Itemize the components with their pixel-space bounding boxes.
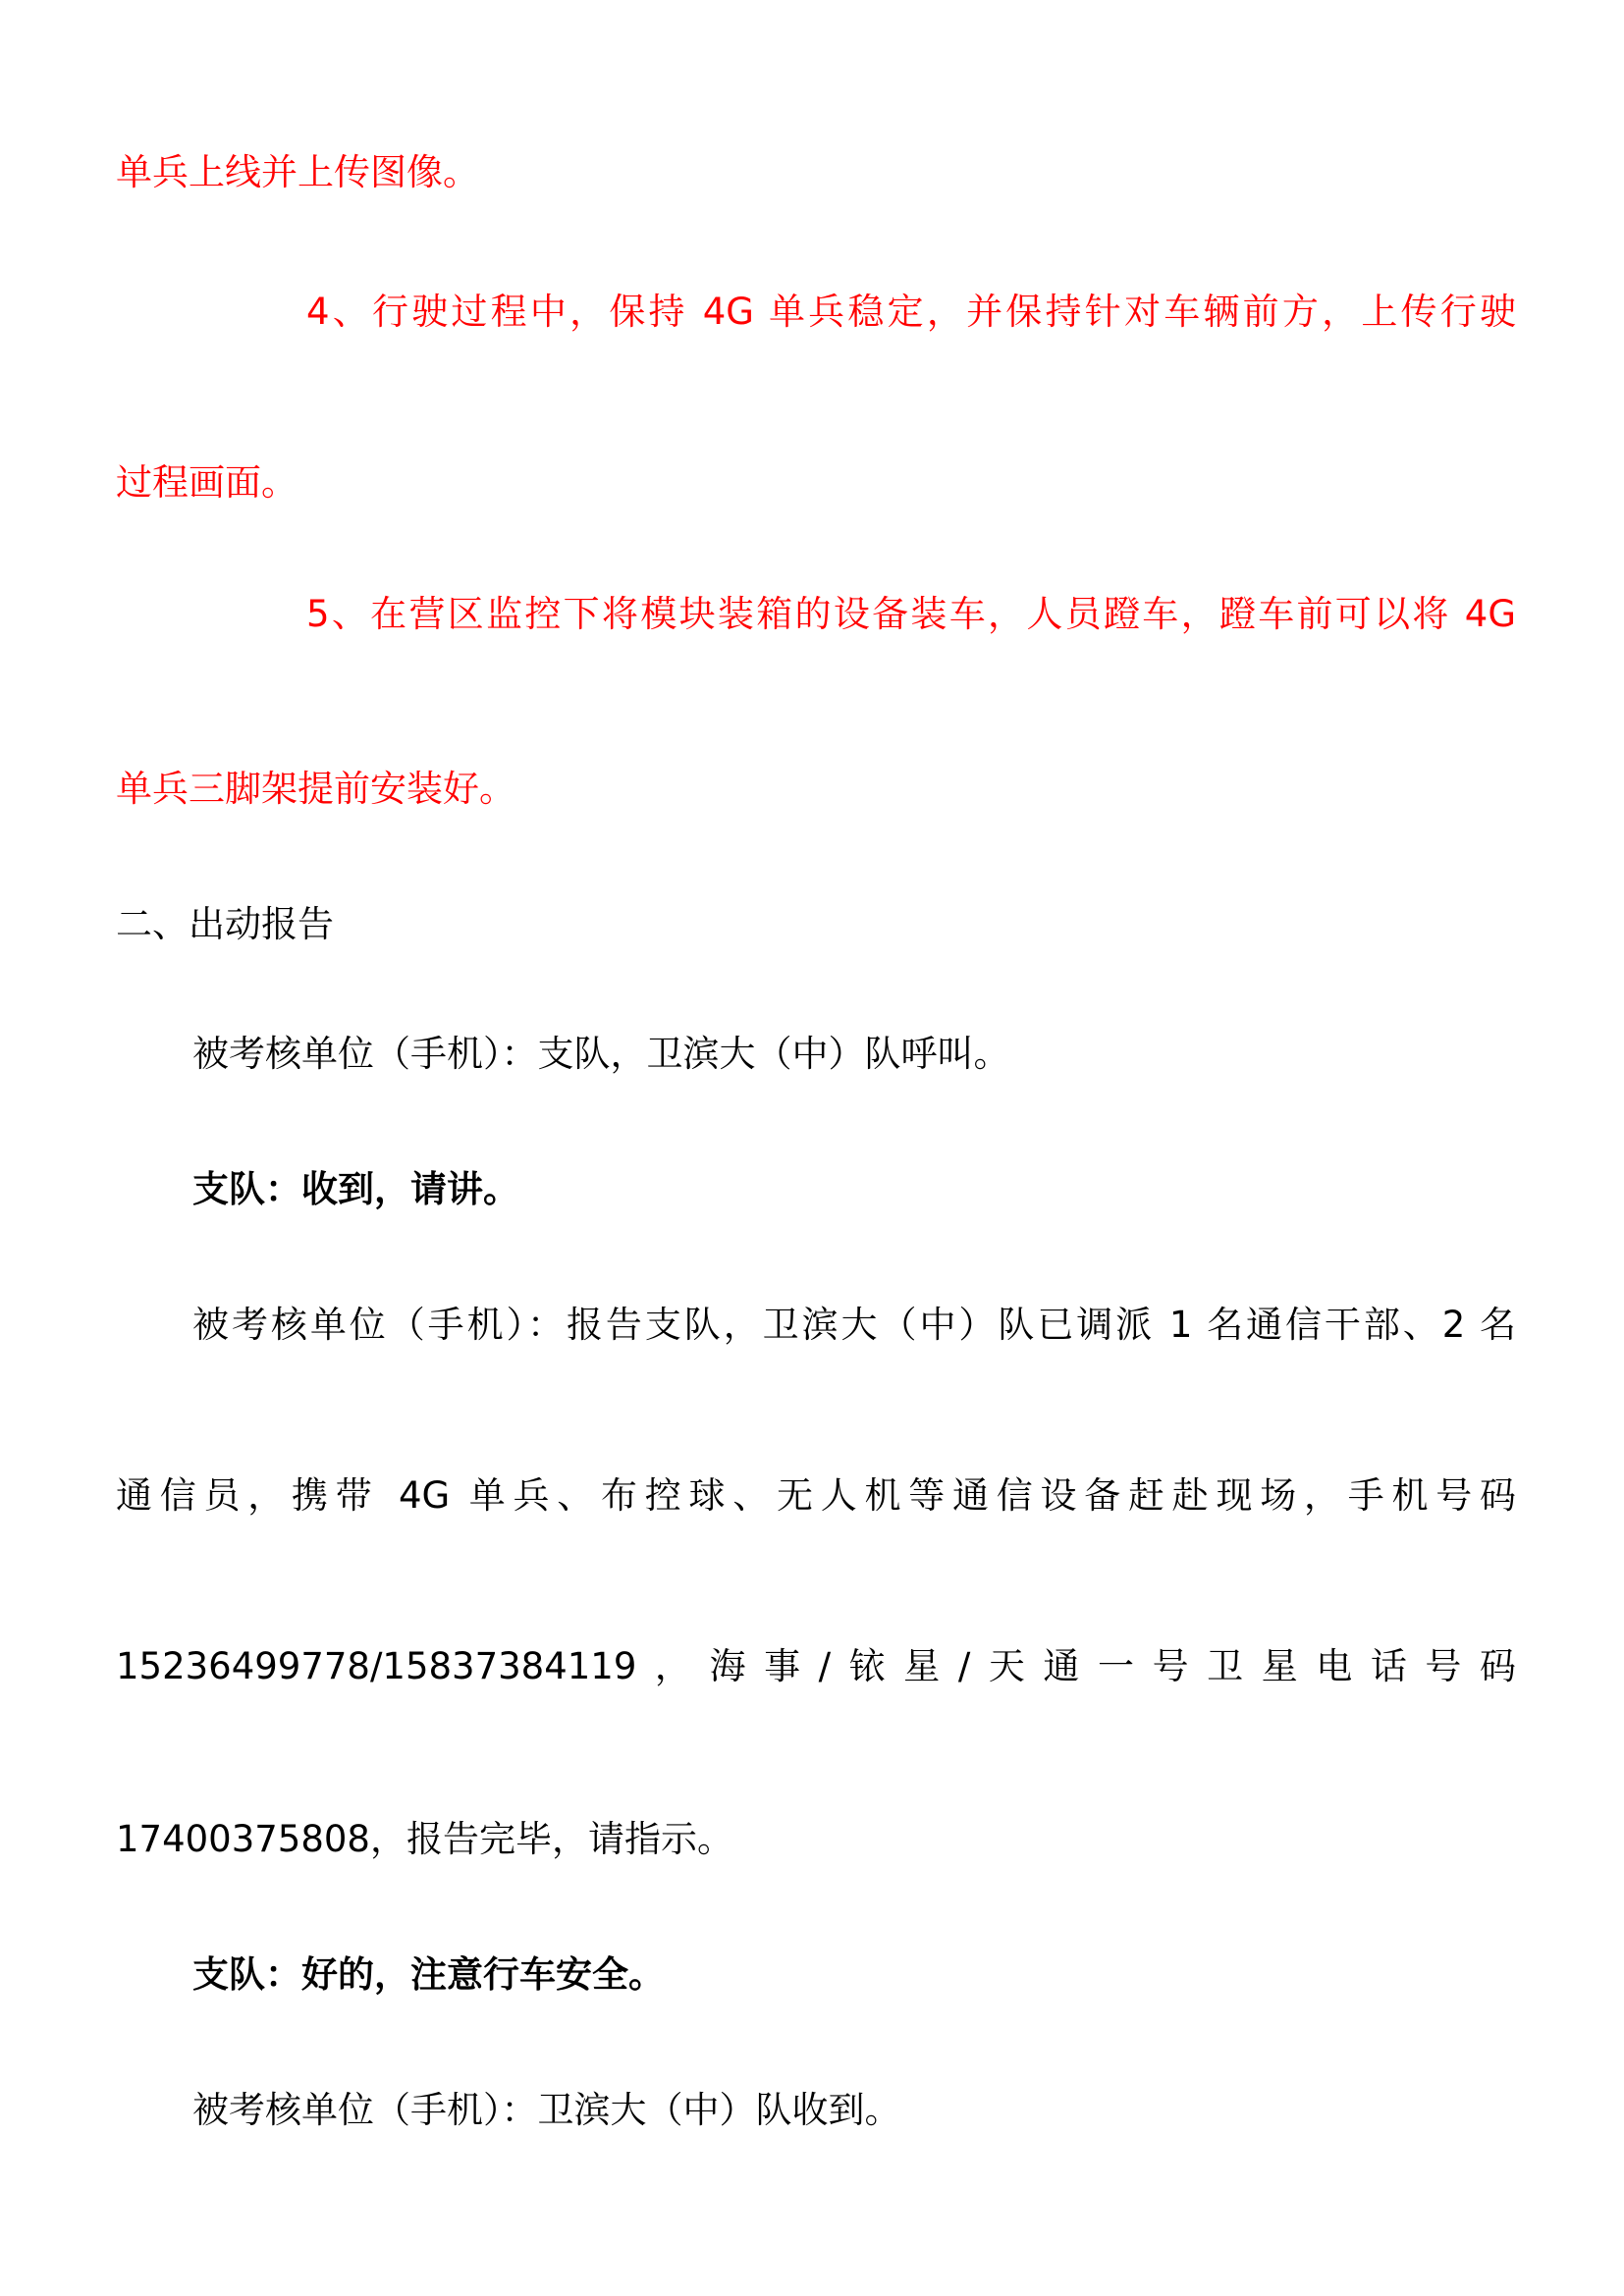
paragraph-line-1: 单兵上线并上传图像。 (116, 151, 479, 193)
dialogue-line-7: 支队：好的，注意行车安全。 (192, 1953, 665, 1996)
dialogue-line-3: 被考核单位（手机）：报告支队，卫滨大（中）队已调派 1 名通信干部、2 名 (192, 1304, 1516, 1346)
paragraph-line-3: 过程画面。 (116, 461, 298, 504)
dialogue-line-4: 通信员，携带 4G 单兵、布控球、无人机等通信设备赶赴现场，手机号码 (116, 1474, 1516, 1517)
section-heading: 二、出动报告 (116, 903, 334, 945)
paragraph-line-2: 4、行驶过程中，保持 4G 单兵稳定，并保持针对车辆前方，上传行驶 (306, 291, 1516, 333)
dialogue-line-2: 支队：收到，请讲。 (192, 1168, 519, 1210)
dialogue-line-1: 被考核单位（手机）：支队，卫滨大（中）队呼叫。 (192, 1033, 1010, 1075)
dialogue-line-5: 15236499778/15837384119，海事/铱星/天通一号卫星电话号码 (116, 1645, 1516, 1687)
paragraph-line-5: 单兵三脚架提前安装好。 (116, 768, 515, 810)
dialogue-line-6: 17400375808，报告完毕，请指示。 (116, 1818, 733, 1860)
dialogue-line-8: 被考核单位（手机）：卫滨大（中）队收到。 (192, 2089, 901, 2131)
paragraph-line-4: 5、在营区监控下将模块装箱的设备装车，人员蹬车，蹬车前可以将 4G (306, 593, 1516, 635)
